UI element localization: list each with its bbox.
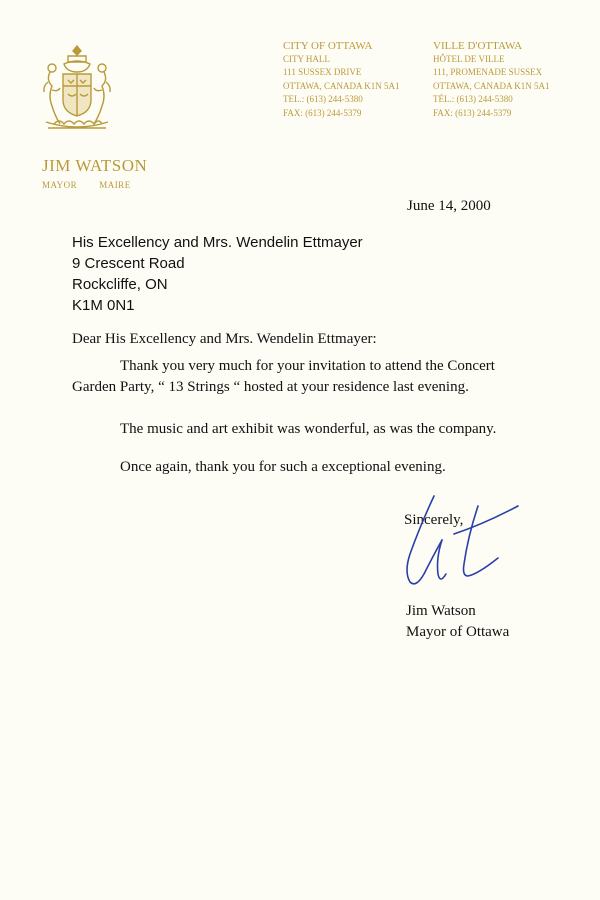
address-line: OTTAWA, CANADA K1N 5A1	[433, 80, 550, 91]
body-paragraph: The music and art exhibit was wonderful, as was the company.	[120, 421, 497, 437]
address-line: OTTAWA, CANADA K1N 5A1	[283, 80, 400, 91]
mayor-title-row	[42, 180, 131, 190]
address-line: 111 SUSSEX DRIVE	[283, 67, 362, 78]
address-line: VILLE D'OTTAWA	[433, 40, 523, 52]
body-paragraph: Once again, thank you for such a exceptional evening.	[120, 459, 446, 475]
salutation: Dear His Excellency and Mrs. Wendelin Ettmayer:	[72, 331, 377, 347]
phone-line: TEL.: (613) 244-5380	[283, 94, 363, 105]
closing: Sincerely,	[404, 512, 464, 528]
fax-line: FAX: (613) 244-5379	[433, 107, 512, 118]
mayor-title-fr: MAIRE	[99, 180, 131, 190]
recipient-line: 9 Crescent Road	[72, 255, 185, 272]
fax-line: FAX: (613) 244-5379	[283, 107, 362, 118]
signer-title: Mayor of Ottawa	[406, 624, 510, 640]
address-line: CITY HALL	[283, 54, 330, 64]
recipient-address	[72, 232, 363, 316]
recipient-line: K1M 0N1	[72, 297, 135, 314]
letter-date: June 14, 2000	[407, 198, 491, 214]
recipient-line: Rockcliffe, ON	[72, 276, 168, 293]
address-block-english	[283, 40, 400, 120]
phone-line: TÉL.: (613) 244-5380	[433, 94, 513, 105]
signer-block	[406, 601, 509, 643]
address-line: CITY OF OTTAWA	[283, 40, 373, 52]
body-paragraph: Thank you very much for your invitation to attend the Concert Garden Party, “ 13 Strings “ hosted at your residence last evening.	[72, 358, 495, 395]
signer-name: Jim Watson	[406, 603, 476, 619]
coat-of-arms-icon	[38, 42, 116, 134]
mayor-title-en: MAYOR	[42, 180, 78, 190]
address-block-french	[433, 40, 550, 120]
address-line: HÔTEL DE VILLE	[433, 54, 505, 64]
recipient-line: His Excellency and Mrs. Wendelin Ettmayer	[72, 234, 363, 251]
mayor-name-heading: JIM WATSON	[42, 156, 148, 175]
handwritten-signature	[398, 492, 522, 604]
address-line: 111, PROMENADE SUSSEX	[433, 67, 543, 78]
